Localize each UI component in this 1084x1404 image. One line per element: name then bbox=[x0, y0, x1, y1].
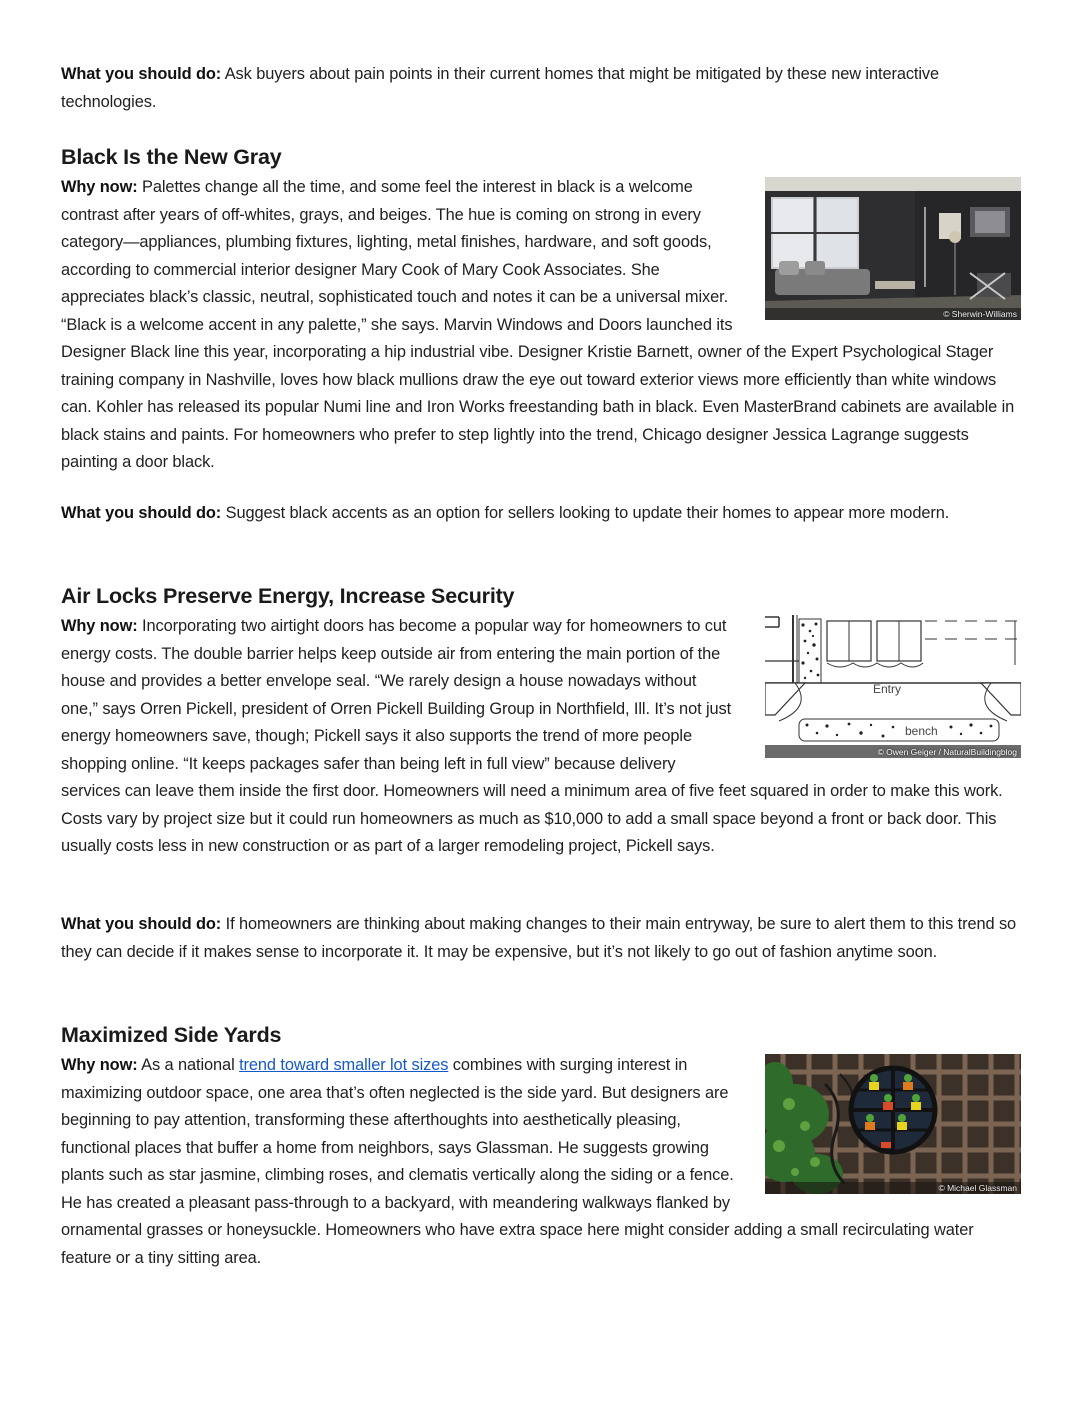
action-text: If homeowners are thinking about making changes to their main entryway, be sure to alert them to this trend so they can decide if it makes sense to incorporate it. It may be expensive, but it’s not likely to go out of fashion anytime soon. bbox=[61, 915, 1017, 961]
intro-paragraph bbox=[61, 61, 1021, 116]
photo-credit: © Sherwin-Williams bbox=[943, 309, 1017, 319]
trellis-image bbox=[765, 1054, 1021, 1194]
diagram-credit: © Owen Geiger / NaturalBuildingblog bbox=[877, 747, 1017, 757]
why-now-text: Incorporating two airtight doors has become a popular way for homeowners to cut energy costs. The double barrier helps keep outside air from entering the main portion of the house and provides a better envelope seal. “We rarely design a house nowadays without one,” says Orren Pickell, president of Orren Pickell Building Group in Northfield, Ill. It’s not just energy homeowners save, though; Pickell says it also supports the trend of more people shopping online. “It keeps packages safer than being left in full view” because delivery services can leave them inside the first door. Homeowners will need a minimum area of five feet squared in order to make this work. Costs vary by project size but it could run homeowners as much as $10,000 to add a small space beyond a front or back door. This usually costs less in new construction or as part of a larger remodeling project, Pickell says. bbox=[61, 617, 1003, 855]
action-label: What you should do: bbox=[61, 504, 222, 522]
section-black-action bbox=[61, 500, 1021, 528]
why-now-label: Why now: bbox=[61, 178, 138, 196]
black-room-photo bbox=[765, 177, 1021, 320]
intro-label: What you should do: bbox=[61, 65, 222, 83]
section-heading-sideyards: Maximized Side Yards bbox=[61, 1023, 282, 1047]
side-yard-photo bbox=[765, 1054, 1021, 1194]
photo-credit: © Michael Glassman bbox=[938, 1183, 1017, 1193]
why-now-text-start: As a national bbox=[137, 1056, 240, 1074]
bench-label: bench bbox=[905, 724, 938, 738]
section-airlocks-action bbox=[61, 911, 1021, 966]
floorplan-diagram bbox=[765, 615, 1021, 758]
entry-label: Entry bbox=[873, 682, 902, 696]
airlock-floorplan bbox=[765, 615, 1021, 758]
why-now-label: Why now: bbox=[61, 1056, 138, 1074]
why-now-text-end: combines with surging interest in maximizing outdoor space, one area that’s often neglected is the side yard. But designers are beginning to pay attention, transforming these afterthoughts into aesthetically pleasing, functional places that buffer a home from neighbors, says Glassman. He suggests growing plants such as star jasmine, climbing roses, and clematis vertically along the siding or a fence. He has created a pleasant pass-through to a backyard, with meandering walkways flanked by ornamental grasses or honeysuckle. Homeowners who have extra space here might consider adding a small recirculating water feature or a tiny sitting area. bbox=[61, 1056, 974, 1267]
smaller-lot-sizes-link[interactable]: trend toward smaller lot sizes bbox=[239, 1056, 449, 1074]
section-airlocks-body bbox=[61, 613, 1021, 861]
action-label: What you should do: bbox=[61, 915, 222, 933]
action-text: Suggest black accents as an option for sellers looking to update their homes to appear more modern. bbox=[221, 504, 950, 522]
why-now-label: Why now: bbox=[61, 617, 138, 635]
why-now-text: Palettes change all the time, and some feel the interest in black is a welcome contrast after years of off-whites, grays, and beiges. The hue is coming on strong in every category—appliances, plumbing fixtures, lighting, metal finishes, hardware, and soft goods, according to commercial interior designer Mary Cook of Mary Cook Associates. She appreciates black’s classic, neutral, sophisticated touch and notes it can be a universal mixer. “Black is a welcome accent in any palette,” she says. Marvin Windows and Doors launched its Designer Black line this year, incorporating a hip industrial vibe. Designer Kristie Barnett, owner of the Expert Psychological Stager training company in Nashville, loves how black mullions draw the eye out toward exterior views more efficiently than white windows can. Kohler has released its popular Numi line and Iron Works freestanding bath in black. Even MasterBrand cabinets are available in black stains and paints. For homeowners who prefer to step lightly into the trend, Chicago designer Jessica Lagrange suggests painting a door black. bbox=[61, 178, 1015, 471]
intro-text: Ask buyers about pain points in their current homes that might be mitigated by these new interactive technologies. bbox=[61, 65, 940, 111]
section-heading-black: Black Is the New Gray bbox=[61, 145, 282, 169]
living-room-image bbox=[765, 177, 1021, 320]
section-heading-airlocks: Air Locks Preserve Energy, Increase Security bbox=[61, 584, 515, 608]
section-black-body bbox=[61, 174, 1021, 477]
section-sideyards-body bbox=[61, 1052, 1021, 1272]
